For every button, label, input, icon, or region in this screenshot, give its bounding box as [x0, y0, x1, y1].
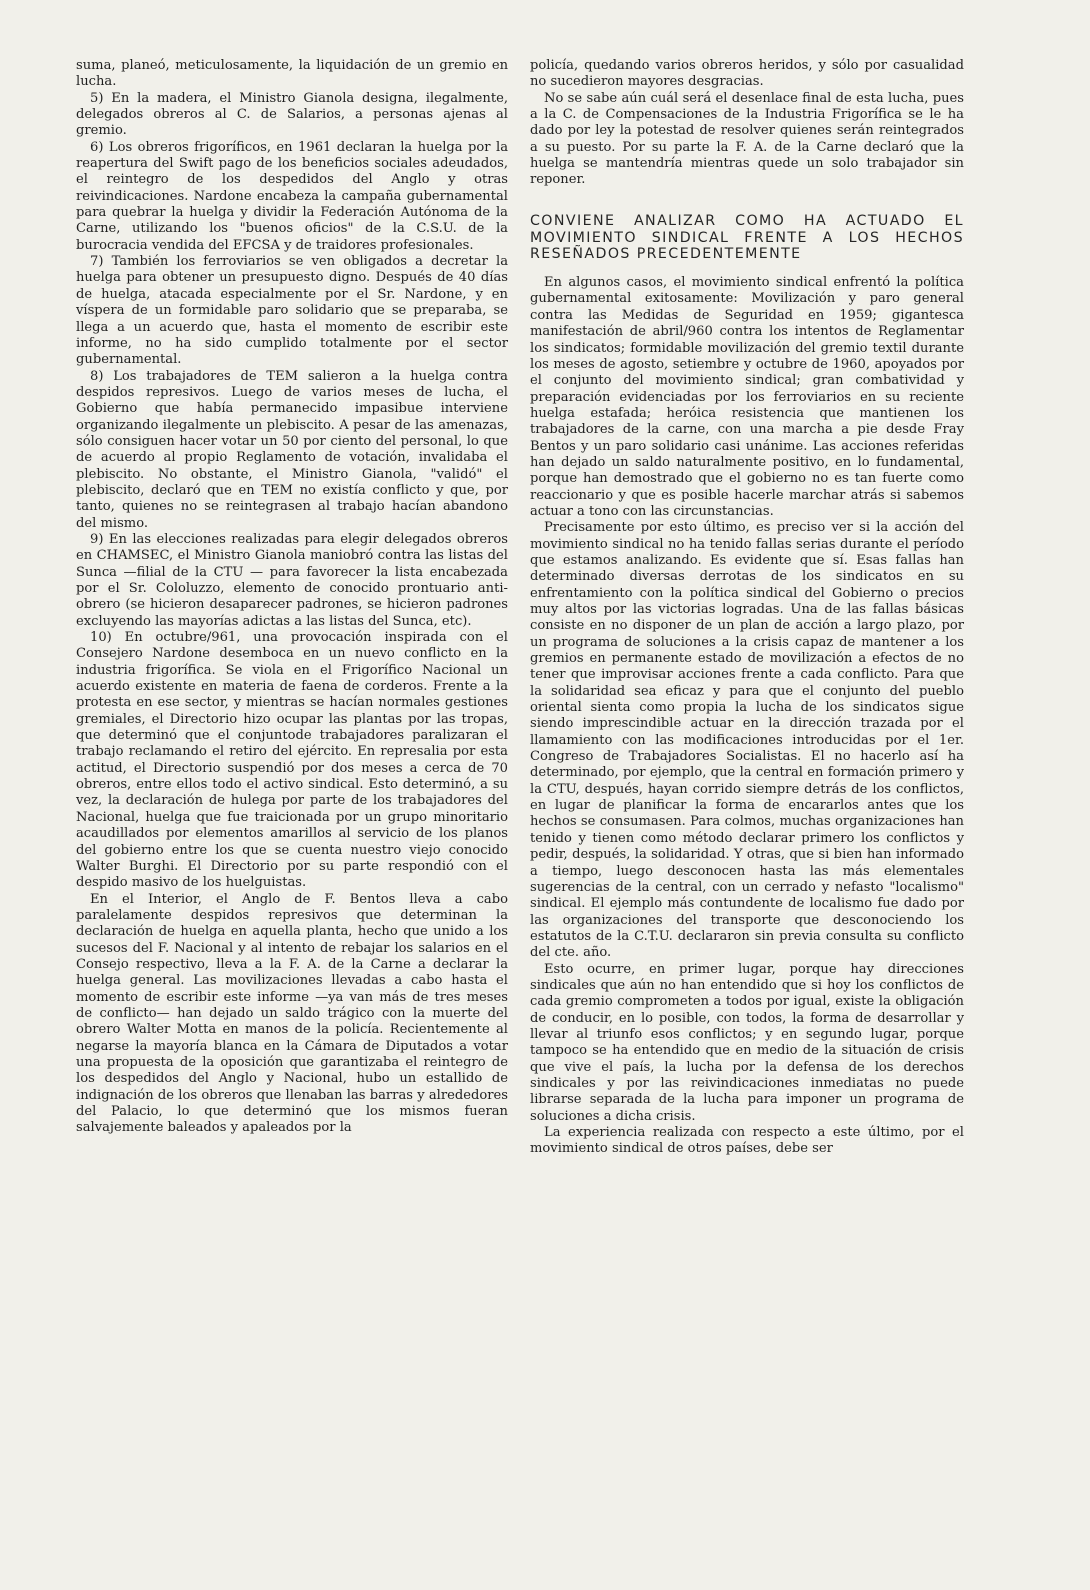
left-column — [76, 58, 508, 1137]
paragraph: suma, planeó, meticulosamente, la liquidación de un gremio en lucha. — [76, 58, 508, 90]
section-heading: CONVIENE ANALIZAR COMO HA ACTUADO EL MOVIMIENTO SINDICAL FRENTE A LOS HECHOS RESEÑADOS PRECEDENTEMENTE — [530, 212, 964, 263]
paragraph: En algunos casos, el movimiento sindical enfrentó la política gubernamental exitosamente: Movilización y paro general contra las Medidas de Seguridad en 1959; gigantesca manifestación de abril/960 contra los intentos de Reglamentar los sindicatos; formidable movilización del gremio textil durante los meses de agosto, setiembre y octubre de 1960, apoyados por el conjunto del movimiento sindical; gran combatividad y preparación evidenciadas por los ferroviarios en su reciente huelga estafada; heróica resistencia que mantienen los trabajadores de la carne, con una marcha a pie desde Fray Bentos y un paro solidario casi unánime. Las acciones referidas han dejado un saldo naturalmente positivo, en lo fundamental, porque han demostrado que el gobierno no es tan fuerte como reaccionario y que es posible hacerle marchar atrás si sabemos actuar a tono con las circunstancias. — [530, 275, 964, 519]
paragraph: Esto ocurre, en primer lugar, porque hay direcciones sindicales que aún no han entendido que si hoy los conflictos de cada gremio comprometen a todos por igual, existe la obligación de conducir, en lo posible, con todos, la forma de desarrollar y llevar al triunfo esos conflictos; y en segundo lugar, porque tampoco se ha entendido que en medio de la situación de crisis que vive el país, la lucha por la defensa de los derechos sindicales y por las reivindicaciones inmediatas no puede librarse separada de la lucha para imponer un programa de soluciones a dicha crisis. — [530, 961, 964, 1124]
paragraph: 8) Los trabajadores de TEM salieron a la huelga contra despidos represivos. Luego de varios meses de lucha, el Gobierno que había permanecido impasibue interviene organizando ilegalmente un plebiscito. A pesar de las amenazas, sólo consiguen hacer votar un 50 por ciento del personal, lo que de acuerdo al propio Reglamento de votación, invalidaba el plebiscito. No obstante, el Ministro Gianola, "validó" el plebiscito, declaró que en TEM no existía conflicto y que, por tanto, quienes no se reintegrasen al trabajo hacían abandono del mismo. — [76, 368, 508, 531]
paragraph: En el Interior, el Anglo de F. Bentos lleva a cabo paralelamente despidos represivos que determinan la declaración de huelga en aquella planta, hecho que unido a los sucesos del F. Nacional y al intento de rebajar los salarios en el Consejo respectivo, lleva a la F. A. de la Carne a declarar la huelga general. Las movilizaciones llevadas a cabo hasta el momento de escribir este informe —ya van más de tres meses de conflicto— han dejado un saldo trágico con la muerte del obrero Walter Motta en manos de la policía. Recientemente al negarse la mayoría blanca en la Cámara de Diputados a votar una propuesta de la oposición que garantizaba el reintegro de los despedidos del Anglo y Nacional, hubo un estallido de indignación de los obreros que llenaban las barras y alrededores del Palacio, lo que determinó que los mismos fueran salvajemente baleados y apaleados por la — [76, 891, 508, 1136]
paragraph: La experiencia realizada con respecto a este último, por el movimiento sindical de otros países, debe ser — [530, 1125, 964, 1157]
paragraph: 7) También los ferroviarios se ven obligados a decretar la huelga para obtener un presupuesto digno. Después de 40 días de huelga, atacada especialmente por el Sr. Nardone, y en víspera de un formidable paro solidario que se preparaba, se llega a un acuerdo que, hasta el momento de escribir este informe, no ha sido cumplido totalmente por el sector gubernamental. — [76, 254, 508, 368]
paragraph: 10) En octubre/961, una provocación inspirada con el Consejero Nardone desemboca en un nuevo conflicto en la industria frigorífica. Se viola en el Frigorífico Nacional un acuerdo existente en materia de faena de corderos. Frente a la protesta en ese sector, y mientras se hacían normales gestiones gremiales, el Directorio hizo ocupar las plantas por las tropas, que determinó que el conjuntode trabajadores paralizaran el trabajo reclamando el retiro del ejército. En represalia por esta actitud, el Directorio suspendió por dos meses a cerca de 70 obreros, entre ellos todo el activo sindical. Esto determinó, a su vez, la declaración de hulega por parte de los trabajadores del Nacional, huelga que fue traicionada por un grupo minoritario acaudillados por elementos amarillos al servicio de los planos del gobierno entre los que se cuenta nuestro viejo conocido Walter Burghi. El Directorio por su parte respondió con el despido masivo de los huelguistas. — [76, 630, 508, 891]
right-column — [530, 58, 964, 1158]
paragraph: 5) En la madera, el Ministro Gianola designa, ilegalmente, delegados obreros al C. de Salarios, a personas ajenas al gremio. — [76, 90, 508, 139]
paragraph: No se sabe aún cuál será el desenlace final de esta lucha, pues a la C. de Compensaciones de la Industria Frigorífica se le ha dado por ley la potestad de resolver quienes serán reintegrados a su puesto. Por su parte la F. A. de la Carne declaró que la huelga se mantendría mientras quede un solo trabajador sin reponer. — [530, 90, 964, 188]
paragraph: policía, quedando varios obreros heridos, y sólo por casualidad no sucedieron mayores desgracias. — [530, 58, 964, 90]
paragraph: Precisamente por esto último, es preciso ver si la acción del movimiento sindical no ha tenido fallas serias durante el período que estamos analizando. Es evidente que sí. Esas fallas han determinado diversas derrotas de los sindicatos en su enfrentamiento con la política sindical del Gobierno o precios muy altos por las victorias logradas. Una de las fallas básicas consiste en no disponer de un plan de acción a largo plazo, por un programa de soluciones a la crisis capaz de mantener a los gremios en permanente estado de movilización a efectos de no tener que improvisar acciones frente a cada conflicto. Para que la solidaridad sea eficaz y para que el conjunto del pueblo oriental sienta como propia la lucha de los sindicatos sigue siendo imprescindible actuar en la dirección trazada por el llamamiento con las modificaciones introducidas por el 1er. Congreso de Trabajadores Socialistas. El no hacerlo así ha determinado, por ejemplo, que la central en formación primero y la CTU, después, hayan corrido siempre detrás de los conflictos, en lugar de planificar la forma de encararlos antes que los hechos se consumasen. Para colmos, muchas organizaciones han tenido y tienen como método declarar primero los conflictos y pedir, después, la solidaridad. Y otras, que si bien han informado a tiempo, luego desconocen hasta las más elementales sugerencias de la central, con un cerrado y nefasto "localismo" sindical. El ejemplo más contundente de localismo fue dado por las organizaciones del transporte que desconociendo los estatutos de la C.T.U. declararon sin previa consulta su conflicto del cte. año. — [530, 520, 964, 961]
paragraph: 6) Los obreros frigoríficos, en 1961 declaran la huelga por la reapertura del Swift pago de los beneficios sociales adeudados, el reintegro de los despedidos del Anglo y otras reivindicaciones. Nardone encabeza la campaña gubernamental para quebrar la huelga y dividir la Federación Autónoma de la Carne, utilizando los "buenos oficios" de la C.S.U. de la burocracia vendida del EFCSA y de traidores profesionales. — [76, 139, 508, 253]
paragraph: 9) En las elecciones realizadas para elegir delegados obreros en CHAMSEC, el Ministro Gianola maniobró contra las listas del Sunca —filial de la CTU — para favorecer la lista encabezada por el Sr. Cololuzzo, elemento de conocido prontuario anti-obrero (se hicieron desaparecer padrones, se hicieron padrones excluyendo las mayorías adictas a las listas del Sunca, etc). — [76, 531, 508, 629]
